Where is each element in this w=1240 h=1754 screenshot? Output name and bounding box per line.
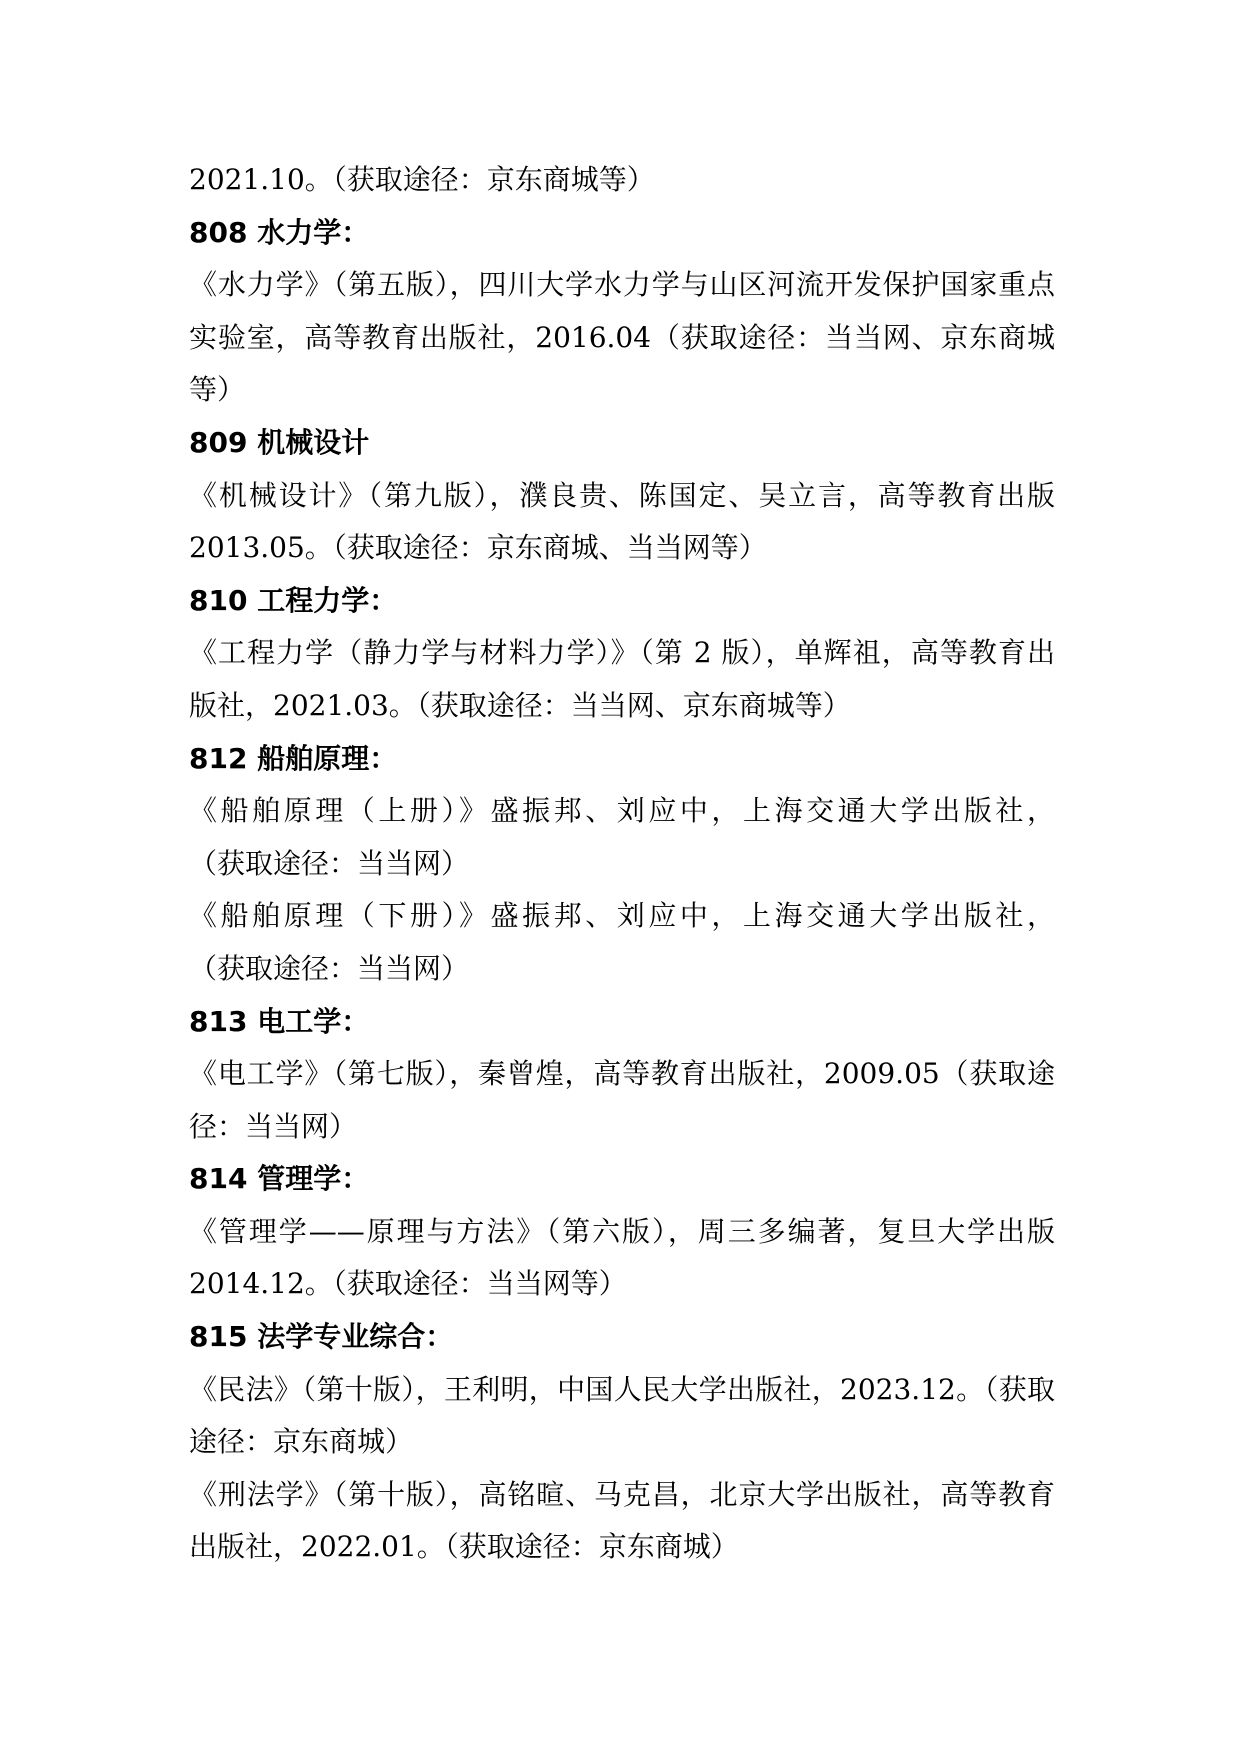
text-line: 《机械设计》（第九版），濮良贵、陈国定、吴立言，高等教育出版: [189, 478, 1055, 512]
text-line: 《刑法学》（第十版），高铭暄、马克昌，北京大学出版社，高等教育: [189, 1477, 1055, 1511]
text-line: 实验室，高等教育出版社，2016.04（获取途径：当当网、京东商城: [189, 320, 1055, 354]
text-line: 2014.12。（获取途径：当当网等）: [189, 1267, 627, 1301]
text-line: 《电工学》（第七版），秦曾煌，高等教育出版社，2009.05（获取途: [189, 1057, 1055, 1091]
text-line: 《水力学》（第五版），四川大学水力学与山区河流开发保护国家重点: [189, 268, 1055, 302]
text-line: 2021.10。（获取途径：京东商城等）: [189, 163, 655, 196]
text-line: 途径：京东商城）: [189, 1425, 414, 1459]
text-line: 径：当当网）: [189, 1109, 358, 1143]
text-line: 版社，2021.03。（获取途径：当当网、京东商城等）: [189, 688, 851, 722]
section-heading: 812 船舶原理：: [189, 741, 398, 775]
section-heading: 810 工程力学：: [189, 583, 398, 617]
text-line: （获取途径：当当网）: [189, 951, 470, 985]
text-line: 《民法》（第十版），王利明，中国人民大学出版社，2023.12。（获取: [189, 1372, 1055, 1406]
text-line: 出版社，2022.01。（获取途径：京东商城）: [189, 1530, 739, 1564]
section-heading: 815 法学专业综合：: [189, 1320, 454, 1354]
text-line: （获取途径：当当网）: [189, 846, 470, 880]
text-line: 《工程力学（静力学与材料力学）》（第 2 版），单辉祖，高等教育出: [189, 636, 1055, 670]
section-heading: 814 管理学：: [189, 1162, 370, 1196]
text-line: 《管理学——原理与方法》（第六版），周三多编著，复旦大学出版: [189, 1214, 1055, 1248]
section-heading: 808 水力学：: [189, 215, 370, 249]
document-page: [189, 154, 1055, 1574]
text-line: 2013.05。（获取途径：京东商城、当当网等）: [189, 531, 767, 565]
text-line: 等）: [189, 373, 246, 407]
text-line: 《船舶原理（下册）》盛振邦、刘应中，上海交通大学出版社，: [189, 899, 1055, 933]
section-heading: 813 电工学：: [189, 1004, 370, 1038]
text-line: 《船舶原理（上册）》盛振邦、刘应中，上海交通大学出版社，: [189, 794, 1055, 828]
section-heading: 809 机械设计: [189, 425, 370, 459]
